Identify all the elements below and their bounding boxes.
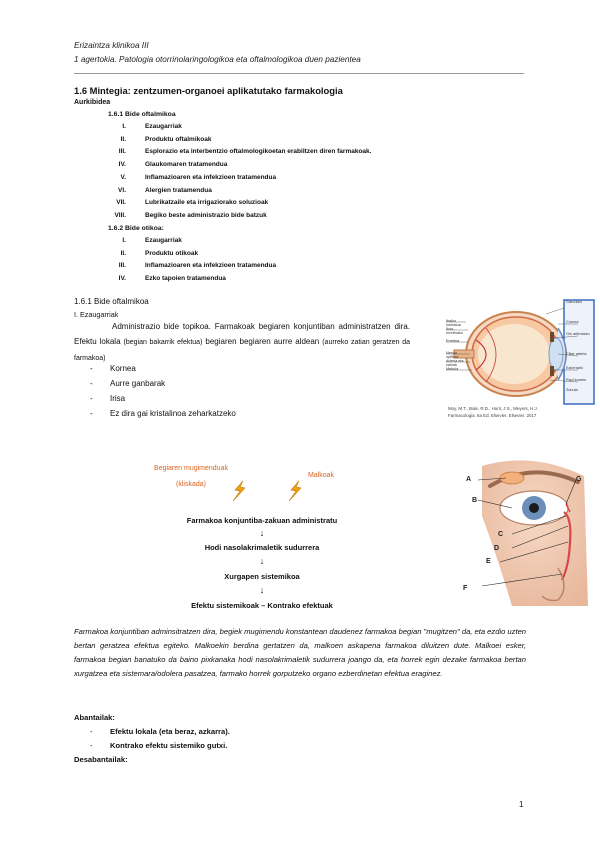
bullet-dash: -: [90, 394, 93, 403]
header-scenario: 1 agertokia. Patologia otorrinolaringologikoa eta oftalmologikoa duen pazientea: [74, 55, 361, 64]
eye-label-left: Erretina: [446, 339, 460, 343]
toc-item-text: Ezko tapoien tratamendua: [145, 275, 226, 283]
eye-label-right: Ezkerrarik: [566, 366, 584, 370]
toc-item-number: VII.: [116, 199, 126, 207]
header-divider: [74, 73, 524, 74]
eye-label-right: Papi koaren: [566, 378, 587, 382]
eye-label-right: Ciliar arteria: [566, 352, 587, 356]
toc-item-number: III.: [118, 148, 126, 156]
lightning-left-icon: [228, 480, 250, 502]
toc-item-text: Produktu otikoak: [145, 249, 199, 257]
face-label-g: G: [576, 476, 582, 483]
eye-label-left: Arteria eta zainak: [446, 359, 464, 367]
eye-anatomy-figure: [446, 298, 596, 422]
eye-label-left: Ibaiko kurbatua: [446, 319, 461, 327]
toc-item-number: V.: [120, 173, 126, 181]
face-label-d: D: [494, 545, 500, 552]
bullet-dash: -: [90, 727, 93, 736]
figure-caption-2: Farmacologia. 6a Ed. Elsevier. Elsevier. 2017: [448, 413, 537, 418]
toc-item-text: Ezaugarriak: [145, 123, 182, 130]
toc-item-text: Alergien tratamendua: [145, 186, 212, 194]
toc-item-text: Ezaugarriak: [145, 237, 182, 244]
flow-step-3: Xurgapen sistemikoa: [224, 572, 300, 581]
advantages-label: Abantailak:: [74, 713, 115, 722]
eye-label-left: Nervio optikoa: [446, 351, 459, 359]
toc-item-number: VIII.: [114, 211, 126, 219]
page-number: 1: [519, 800, 524, 809]
flow-label-blink: (kliskada): [176, 481, 206, 488]
para-join: begiaren: [205, 337, 237, 346]
face-label-b: B: [472, 497, 478, 504]
index-label: Aurkibidea: [74, 99, 111, 106]
flow-label-tears: Malkoak: [307, 472, 335, 479]
bullet-item: Ez dira gai kristalinoa zeharkatzeko: [110, 409, 236, 418]
flow-arrow-2: ↓: [259, 556, 265, 566]
flow-step-1: Farmakoa konjuntiba-zakuan administratu: [186, 516, 338, 525]
header-course: Erizaintza klinikoa III: [74, 41, 149, 50]
para-c: begiaren aurre aldean: [239, 337, 320, 346]
bullet-dash: -: [90, 409, 93, 418]
toc-item-text: Inflamazioaren eta infekzioen tratamendua: [145, 262, 277, 270]
face-label-f: F: [463, 585, 468, 592]
flow-arrow-3: ↓: [259, 585, 265, 595]
section-subheading: I. Ezaugarriak: [74, 310, 119, 319]
toc-item-number: II.: [120, 249, 126, 257]
para-a: Administrazio bide topikoa. Farmakoak begiaren konjuntiban administratzen dira. Efektu lokala: [74, 322, 410, 346]
section-heading: 1.6.1 Bide oftalmikoa: [74, 297, 149, 306]
toc-item-number: VI.: [118, 186, 126, 194]
face-label-c: C: [498, 531, 504, 538]
disadvantages-label: Desabantailak:: [74, 755, 128, 764]
lightning-right-icon: [284, 480, 306, 502]
toc-section-2: 1.6.2 Bide otikoa:: [108, 225, 164, 232]
toc-item-number: II.: [120, 135, 126, 143]
eye-label-right: Oin arteriazko: [566, 332, 590, 336]
para-d: (aurreko zatian geratzen da farmakoa): [74, 339, 411, 362]
eye-label-left: Makula: [446, 367, 459, 371]
toc-item-number: III.: [118, 262, 126, 270]
face-label-e: E: [486, 558, 491, 565]
figure-caption-1: Moy, M.T., Bale, R.D., Hunt, J.S., Meyers, H.J.: [448, 406, 538, 411]
flow-label-eye-movements: Begiaren mugimenduak: [154, 465, 228, 472]
toc-item-text: Begiko beste administrazio bide batzuk: [145, 211, 267, 219]
toc-item-text: Glaukomaren tratamendua: [145, 161, 228, 169]
explanation-paragraph: Farmakoa konjuntiban adminsitratzen dira, begiek mugimendu konstantean daudenez farmakoa begian "mugitzen" da, eta ezdio uzten bertan geratzea efektua egiteko. Malkoekin berdina gertatzen da, malkoen askapena farmakoa diluitzen dute. Malkoei esker, farmakoa begian banatuko da baino pixkanaka hodi nasolakrimaletik sudurrera joango da, eta horrek egin dezake farmakoa bertan xurgatzea eta sistemara/odolera pasatzea, farmako horrek gorputzeko organo ezberdinetan efektua eraginez.: [74, 627, 527, 678]
bullet-item: Irisa: [110, 394, 126, 403]
toc-item-text: Esplorazio eta interbentzio oftalmologikoetan erabiltzen diren farmakoak.: [145, 148, 372, 156]
toc-item-text: Lubrikatzaile eta irrigaziorako soluzioak: [145, 199, 269, 207]
page-title: 1.6 Mintegia: zentzumen-organoei aplikatutako farmakologia: [74, 85, 343, 96]
eye-label-right: Garuntza: [566, 300, 582, 304]
toc-item-text: Produktu oftalmikoak: [145, 135, 212, 143]
flow-arrow-1: ↓: [259, 528, 265, 538]
toc-item-text: Inflamazioaren eta infekzioen tratamendua: [145, 173, 277, 181]
eye-label-right: Cornea: [566, 320, 579, 324]
flow-step-4: Efektu sistemikoak – Kontrako efektuak: [191, 601, 333, 610]
toc-item-number: IV.: [118, 275, 126, 283]
bullet-item: Aurre ganbarak: [110, 379, 166, 388]
flow-step-2: Hodi nasolakrimaletik sudurrera: [204, 543, 320, 552]
advantage-item: Efektu lokala (eta beraz, azkarra).: [110, 727, 230, 736]
para-b: (begian bakarrik efektua): [123, 339, 203, 346]
eye-label-right: Zonula: [566, 388, 578, 392]
lacrimal-system-illustration: [472, 456, 592, 606]
bullet-dash: -: [90, 741, 93, 750]
toc-section-1: 1.6.1 Bide oftalmikoa: [108, 111, 176, 118]
toc-item-number: I.: [122, 237, 126, 244]
bullet-dash: -: [90, 364, 93, 373]
eye-label-left: Ikus-erretinako: [446, 327, 463, 335]
section-paragraph: [74, 319, 410, 366]
toc-item-number: IV.: [118, 161, 126, 169]
bullet-dash: -: [90, 379, 93, 388]
toc-item-number: I.: [122, 123, 126, 130]
advantage-item: Kontrako efektu sistemiko gutxi.: [110, 741, 228, 750]
face-label-a: A: [466, 476, 472, 483]
bullet-item: Kornea: [110, 364, 136, 373]
